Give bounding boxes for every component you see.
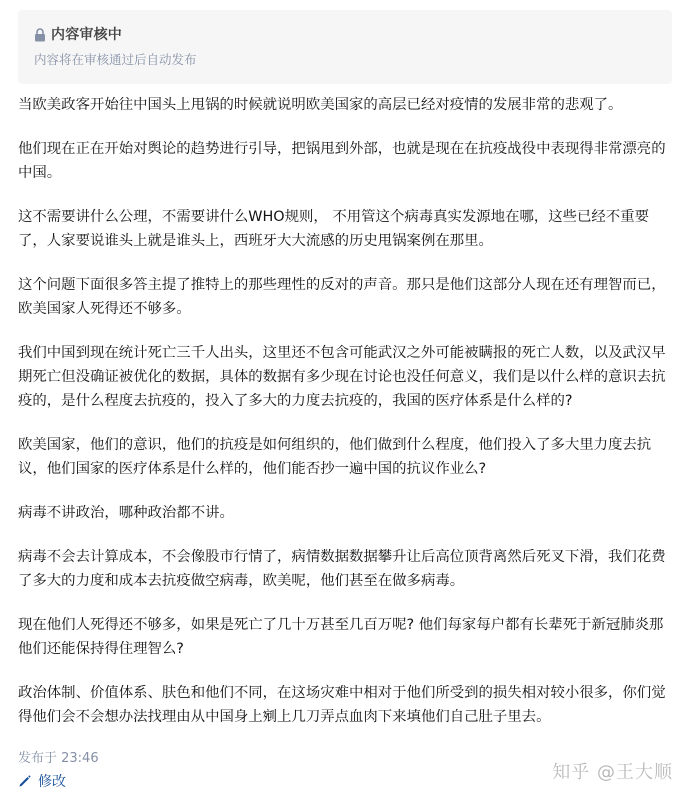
- review-subtitle: 内容将在审核通过后自动发布: [34, 52, 197, 67]
- review-status-banner: [18, 10, 672, 84]
- pencil-icon: [18, 774, 32, 788]
- paragraph-5: 我们中国到现在统计死亡三千人出头，这里还不包含可能武汉之外可能被瞒报的死亡人数，以及武汉早期死亡但没确证被优化的数据，具体的数据有多少现在讨论也没任何意义，我们是以什么样的意识去抗疫的，是什么程度去抗疫的，投入了多大的力度去抗疫的，我国的医疗体系是什么样的?: [18, 345, 666, 409]
- paragraph-7: 病毒不讲政治，哪种政治都不讲。: [18, 505, 234, 521]
- review-title-row: [34, 24, 656, 44]
- watermark: 知乎 @王大顺: [552, 762, 673, 783]
- paragraph-10: 政治体制、价值体系、肤色和他们不同，在这场灾难中相对于他们所受到的损失相对较小很多，你们觉得他们会不会想办法找理由从中国身上剜上几刀弄点血肉下来填他们自己肚子里去。: [18, 685, 666, 725]
- paragraph-6: 欧美国家，他们的意识，他们的抗疫是如何组织的，他们做到什么程度，他们投入了多大里力度去抗议，他们国家的医疗体系是什么样的，他们能否抄一遍中国的抗议作业么?: [18, 437, 652, 477]
- paragraph-3: 这不需要讲什么公理，不需要讲什么WHO规则， 不用管这个病毒真实发源地在哪，这些已经不重要了，人家要说谁头上就是谁头上，西班牙大大流感的历史甩锅案例在那里。: [18, 209, 649, 249]
- publish-time: 发布于 23:46: [18, 751, 99, 766]
- paragraph-9: 现在他们人死得还不够多，如果是死亡了几十万甚至几百万呢? 他们每家每户都有长辈死于新冠肺炎那他们还能保持得住理智么?: [18, 617, 664, 657]
- paragraph-8: 病毒不会去计算成本，不会像股市行情了，病情数据数据攀升让后高位顶背离然后死叉下滑，我们花费了多大的力度和成本去抗疫做空病毒，欧美呢，他们甚至在做多病毒。: [18, 549, 666, 589]
- edit-label: 修改: [38, 774, 66, 790]
- lock-icon: [34, 27, 46, 41]
- review-title: 内容审核中: [51, 27, 122, 43]
- paragraph-4: 这个问题下面很多答主提了推特上的那些理性的反对的声音。那只是他们这部分人现在还有理智而已，欧美国家人死得还不够多。: [18, 277, 666, 317]
- edit-button[interactable]: [18, 771, 66, 791]
- answer-content: [18, 93, 666, 749]
- paragraph-1: 当欧美政客开始往中国头上甩锅的时候就说明欧美国家的高层已经对疫情的发展非常的悲观了。: [18, 97, 623, 113]
- paragraph-2: 他们现在正在开始对舆论的趋势进行引导，把锅甩到外部，也就是现在在抗疫战役中表现得非常漂亮的中国。: [18, 141, 666, 181]
